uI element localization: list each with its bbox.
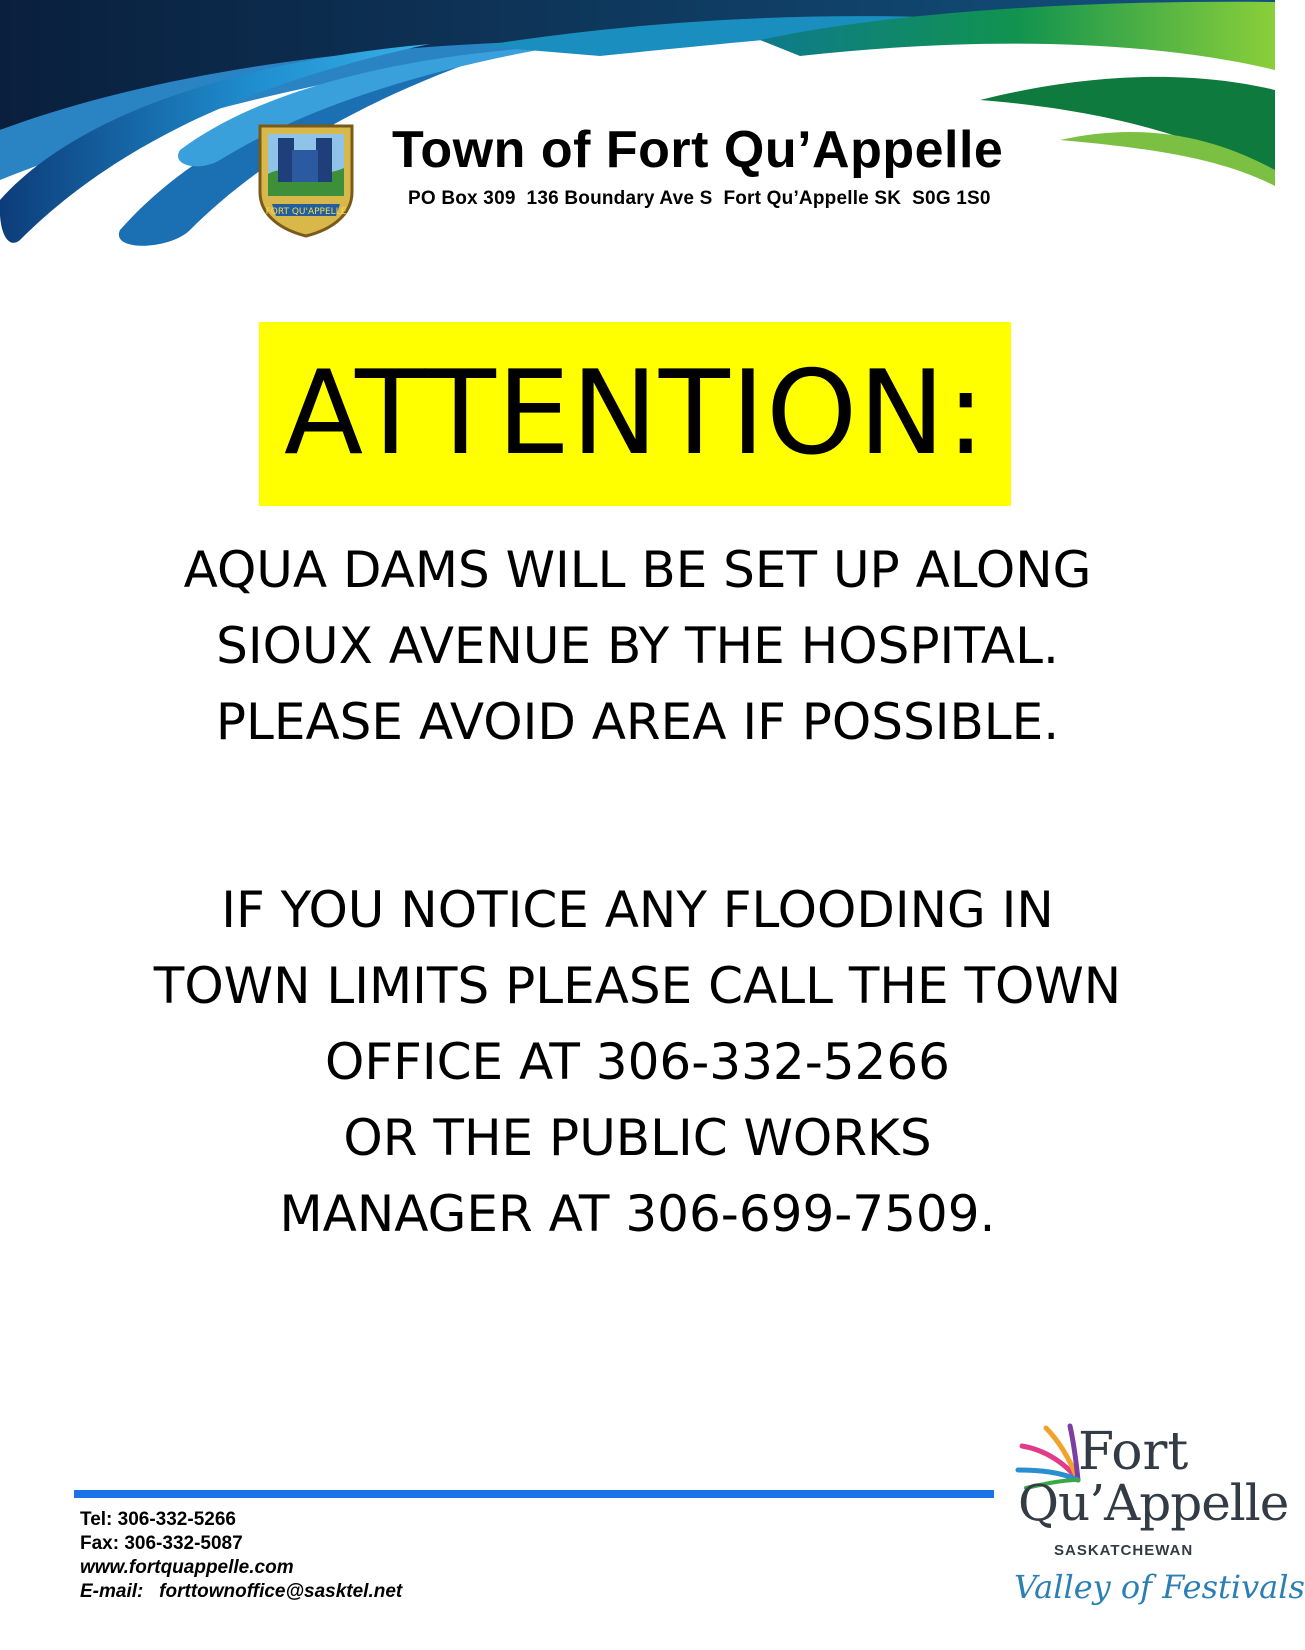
logo-quappelle-text: Qu’Appelle — [1018, 1474, 1289, 1532]
attention-heading: ATTENTION: — [283, 346, 987, 481]
valley-of-festivals-logo — [1006, 1418, 1305, 1624]
email-link[interactable]: E-mail: forttownoffice@sasktel.net — [80, 1581, 403, 1602]
town-title: Town of Fort Qu’Appelle — [392, 121, 1004, 179]
flooding-contact-notice — [0, 872, 1275, 1252]
fax-text: Fax: 306-332-5087 — [80, 1533, 243, 1554]
notice-line: OFFICE AT 306-332-5266 — [325, 1033, 950, 1091]
footer-divider — [74, 1490, 994, 1498]
footer-contact-block — [80, 1508, 402, 1604]
logo-fort-text: Fort — [1078, 1422, 1189, 1482]
fort-crest-icon — [252, 112, 360, 238]
town-address: PO Box 309 136 Boundary Ave S Fort Qu’Appelle SK S0G 1S0 — [408, 188, 991, 209]
notice-line: OR THE PUBLIC WORKS — [343, 1109, 932, 1167]
aqua-dams-notice — [0, 532, 1275, 760]
notice-line: TOWN LIMITS PLEASE CALL THE TOWN — [153, 957, 1122, 1015]
tel-text: Tel: 306-332-5266 — [80, 1509, 236, 1530]
crest-label: FORT QU'APPELLE — [265, 207, 347, 217]
notice-line: MANAGER AT 306-699-7509. — [279, 1185, 996, 1243]
website-link[interactable]: www.fortquappelle.com — [80, 1557, 294, 1578]
notice-line: AQUA DAMS WILL BE SET UP ALONG — [183, 541, 1092, 599]
notice-line: SIOUX AVENUE BY THE HOSPITAL. — [216, 617, 1059, 675]
notice-line: PLEASE AVOID AREA IF POSSIBLE. — [215, 693, 1060, 751]
notice-line: IF YOU NOTICE ANY FLOODING IN — [221, 881, 1054, 939]
logo-region-text: SASKATCHEWAN — [1054, 1542, 1194, 1559]
attention-banner — [259, 322, 1011, 506]
logo-tagline-text: Valley of Festivals — [1014, 1568, 1305, 1606]
